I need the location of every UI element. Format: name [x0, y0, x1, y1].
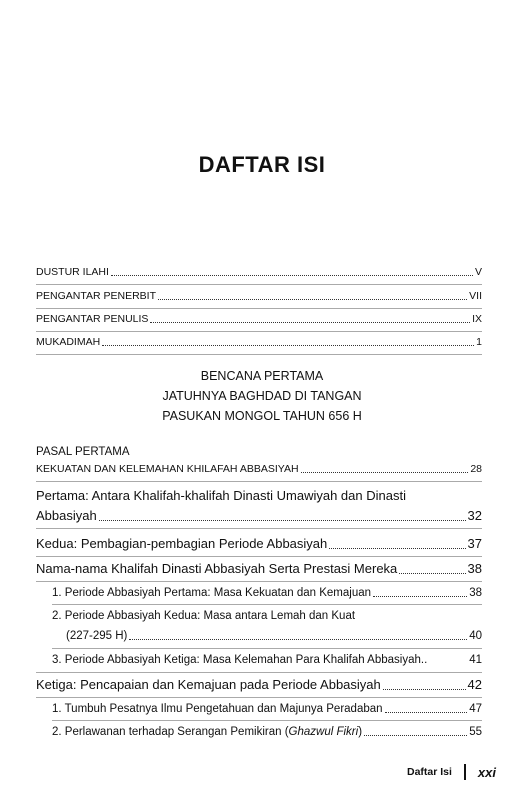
entry-page: 38	[469, 587, 482, 599]
entry-text: Kedua: Pembagian-pembagian Periode Abbasiyah	[36, 536, 328, 551]
toc-entry-tumbuh-pesatnya[interactable]	[52, 702, 482, 716]
entry-text: 1. Tumbuh Pesatnya Ilmu Pengetahuan dan Majunya Peradaban	[52, 703, 383, 715]
entry-page: 41	[469, 654, 482, 666]
entry-pertama-line1: Pertama: Antara Khalifah-khalifah Dinasti Umawiyah dan Dinasti	[36, 488, 406, 503]
entry-page: 37	[467, 536, 482, 551]
entry-page: 47	[469, 703, 482, 715]
dot-leader	[301, 472, 469, 473]
entry-text-part: 2. Perlawanan terhadap Serangan Pemikiran (	[52, 726, 289, 738]
dot-leader	[158, 299, 467, 300]
toc-entry-periode-1[interactable]	[52, 586, 482, 600]
dot-leader	[399, 573, 465, 574]
entry-text: KEKUATAN DAN KELEMAHAN KHILAFAH ABBASIYAH	[36, 463, 299, 475]
divider	[36, 308, 482, 309]
entry-page: 32	[467, 508, 482, 523]
entry-text: Abbasiyah	[36, 508, 97, 523]
divider	[36, 481, 482, 482]
entry-page: 40	[469, 630, 482, 642]
entry-page: 55	[469, 726, 482, 738]
divider	[36, 354, 482, 355]
section-heading-line2: JATUHNYA BAGHDAD DI TANGAN	[162, 389, 362, 403]
entry-text-part: )	[358, 726, 363, 738]
divider	[36, 284, 482, 285]
toc-entry-pengantar-penulis[interactable]	[36, 312, 482, 326]
dot-leader	[99, 520, 466, 521]
divider	[36, 672, 482, 673]
entry-text: 3. Periode Abbasiyah Ketiga: Masa Kelemahan Para Khalifah Abbasiyah..	[52, 654, 428, 666]
entry-page: 1	[476, 336, 482, 348]
toc-entry-mukadimah[interactable]	[36, 335, 482, 349]
pasal-label: PASAL PERTAMA	[36, 446, 130, 458]
divider	[36, 556, 482, 557]
entry-text: (227-295 H)	[66, 630, 128, 642]
entry-text: MUKADIMAH	[36, 336, 101, 348]
dot-leader	[385, 712, 468, 713]
entry-page: IX	[472, 313, 482, 325]
divider	[36, 697, 482, 698]
entry-page: 28	[470, 463, 482, 475]
toc-entry-pasal-pertama[interactable]	[36, 462, 482, 476]
page-title: DAFTAR ISI	[198, 152, 326, 177]
dot-leader	[373, 596, 467, 597]
toc-entry-perlawanan[interactable]	[52, 725, 482, 739]
toc-entry-periode-2[interactable]	[52, 629, 482, 643]
divider	[52, 720, 482, 721]
footer-label: Daftar Isi	[406, 766, 452, 778]
toc-entry-kedua[interactable]	[36, 536, 482, 552]
divider	[36, 581, 482, 582]
divider	[52, 648, 482, 649]
divider	[36, 331, 482, 332]
entry-text: 1. Periode Abbasiyah Pertama: Masa Kekuatan dan Kemajuan	[52, 587, 372, 599]
entry-text: Ketiga: Pencapaian dan Kemajuan pada Periode Abbasiyah	[36, 677, 381, 692]
toc-entry-ketiga[interactable]	[36, 677, 482, 693]
section-heading-line3: PASUKAN MONGOL TAHUN 656 H	[162, 409, 362, 423]
dot-leader	[383, 689, 466, 690]
page-footer	[407, 764, 496, 780]
entry-page: 38	[467, 561, 482, 576]
entry-text: DUSTUR ILAHI	[36, 266, 109, 278]
dot-leader	[329, 548, 465, 549]
entry-page: 42	[467, 677, 482, 692]
divider	[52, 604, 482, 605]
entry-text: PENGANTAR PENERBIT	[36, 290, 156, 302]
footer-divider	[464, 764, 466, 780]
entry-page: VII	[469, 290, 482, 302]
dot-leader	[129, 639, 467, 640]
dot-leader	[111, 275, 473, 276]
toc-entry-dustur-ilahi[interactable]	[36, 265, 482, 279]
entry-text: Nama-nama Khalifah Dinasti Abbasiyah Serta Prestasi Mereka	[36, 561, 398, 576]
divider	[36, 528, 482, 529]
dot-leader	[150, 322, 470, 323]
dot-leader	[364, 735, 467, 736]
dot-leader	[102, 345, 474, 346]
footer-page-number: xxi	[477, 764, 496, 780]
toc-entry-pertama[interactable]	[36, 508, 482, 524]
toc-entry-nama-nama[interactable]	[36, 561, 482, 577]
entry-text	[52, 725, 362, 739]
entry-page: V	[474, 266, 482, 278]
toc-entry-periode-3[interactable]	[52, 653, 482, 667]
toc-entry-pengantar-penerbit[interactable]	[36, 289, 482, 303]
entry-text-italic: Ghazwul Fikri	[288, 726, 359, 738]
entry-periode-2-line1: 2. Periode Abbasiyah Kedua: Masa antara Lemah dan Kuat	[52, 610, 356, 622]
entry-text: PENGANTAR PENULIS	[36, 313, 149, 325]
section-heading-line1: BENCANA PERTAMA	[200, 369, 324, 383]
